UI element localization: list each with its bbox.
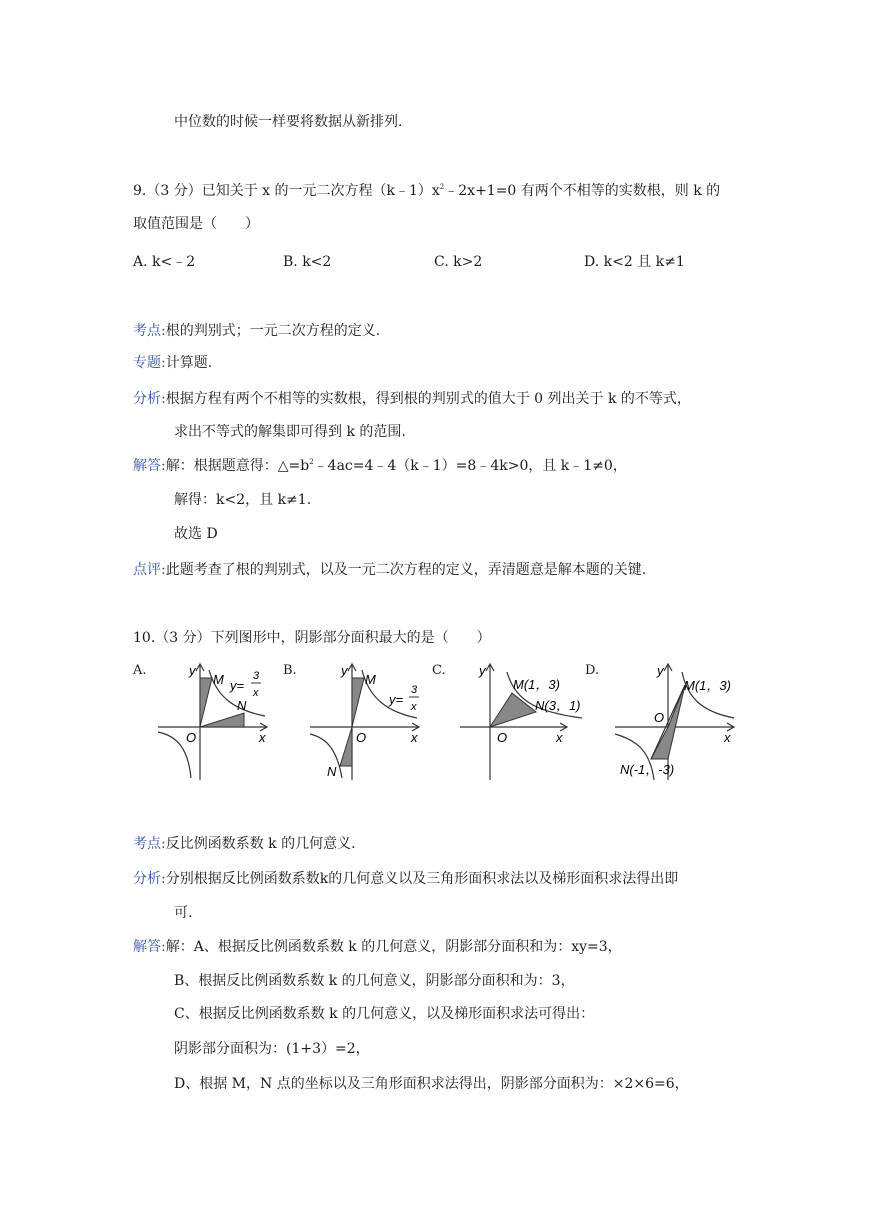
origin-label: O: [497, 730, 508, 745]
point-m-label: M: [213, 672, 224, 687]
x-axis-label: x: [556, 730, 563, 745]
point-n-label: N(-1，-3): [620, 762, 675, 777]
q10-kaodian: [133, 834, 356, 854]
figure-a: [155, 660, 270, 789]
figure-d-label: D.: [585, 663, 600, 678]
q10-fenxi: [133, 869, 678, 889]
q9-dianping: [133, 560, 646, 580]
point-n-label: N: [327, 764, 337, 779]
q9-option-d: D. k<2 且 k≠1: [584, 254, 685, 270]
q10-jieda-line2: B、根据反比例函数系数 k 的几何意义，阴影部分面积和为：3，: [174, 973, 575, 989]
q10-kaodian-tag: 考点:: [133, 836, 166, 852]
q9-kaodian: [133, 321, 380, 341]
q9-option-b: B. k<2: [283, 254, 332, 270]
q10-fenxi-line2: 可.: [174, 905, 193, 921]
q10-jieda-line3: C、根据反比例函数系数 k 的几何意义，以及梯形面积求法可得出：: [174, 1006, 595, 1022]
q10-stem: 10.（3 分）下列图形中，阴影部分面积最大的是（ ）: [133, 630, 491, 646]
origin-label: O: [186, 730, 197, 745]
point-m-label: M(1，3): [684, 678, 731, 693]
figure-b: [307, 660, 422, 789]
q9-stem-line1: [133, 181, 720, 201]
q9-dianping-text: 此题考查了根的判别式，以及一元二次方程的定义，弄清题意是解本题的关键.: [165, 562, 647, 578]
q9-jieda-superscript: 2: [309, 458, 314, 466]
q9-jieda-tag: 解答:: [133, 458, 166, 474]
q9-zhuanti-tag: 专题:: [133, 355, 166, 371]
q9-zhuanti: [133, 353, 212, 373]
q10-fenxi-tag: 分析:: [133, 871, 166, 887]
point-n-label: N: [237, 698, 247, 713]
origin-label: O: [654, 710, 665, 725]
figure-c: [457, 660, 587, 789]
q9-jieda-line3: 故选 D: [174, 526, 218, 542]
shaded-triangle: [352, 678, 364, 727]
point-m-label: M: [365, 672, 376, 687]
origin-label: O: [356, 730, 367, 745]
figure-a-label: A.: [133, 663, 147, 678]
x-axis-label: x: [411, 730, 418, 745]
shaded-triangle: [200, 713, 244, 727]
q9-option-a: A. k<﹣2: [133, 254, 196, 270]
point-m-label: M(1，3): [513, 677, 560, 692]
x-axis-label: x: [724, 730, 731, 745]
q9-stem-part-a: 9.（3 分）已知关于 x 的一元二次方程（k﹣1）x: [133, 183, 440, 199]
q10-fenxi-line1: 分别根据反比例函数系数k的几何意义以及三角形面积求法以及梯形面积求法得出即: [165, 871, 679, 887]
q9-jieda-part-b: ﹣4ac=4﹣4（k﹣1）=8﹣4k>0，且 k﹣1≠0，: [313, 458, 627, 474]
figure-d: [612, 660, 742, 789]
equation-denominator: x: [253, 687, 259, 699]
y-axis-label: y: [189, 663, 196, 678]
equation-numerator: 3: [253, 670, 260, 682]
q9-stem-line2: 取值范围是（ ）: [133, 216, 259, 232]
q10-jieda-line1: 解：A、根据反比例函数系数 k 的几何意义，阴影部分面积和为：xy=3，: [165, 939, 622, 955]
figure-b-label: B.: [283, 663, 297, 678]
y-axis-label: y: [657, 663, 664, 678]
q10-kaodian-text: 反比例函数系数 k 的几何意义.: [165, 836, 356, 852]
point-n-label: N(3，1): [535, 698, 581, 713]
figure-c-label: C.: [432, 663, 446, 678]
intro-line: 中位数的时候一样要将数据从新排列.: [174, 114, 403, 130]
q9-kaodian-tag: 考点:: [133, 323, 166, 339]
q9-fenxi-line2: 求出不等式的解集即可得到 k 的范围.: [174, 424, 406, 440]
q9-fenxi-tag: 分析:: [133, 391, 166, 407]
q9-option-c: C. k>2: [434, 254, 483, 270]
y-axis-label: y: [341, 663, 348, 678]
q10-jieda: [133, 937, 622, 957]
q9-zhuanti-text: 计算题.: [165, 355, 213, 371]
hyperbola-branch: [310, 734, 342, 778]
q9-kaodian-text: 根的判别式；一元二次方程的定义.: [165, 323, 381, 339]
q9-fenxi-line1: 根据方程有两个不相等的实数根，得到根的判别式的值大于 0 列出关于 k 的不等式，: [165, 391, 691, 407]
q10-jieda-tag: 解答:: [133, 939, 166, 955]
q9-options: [133, 252, 833, 272]
y-axis-label: y: [479, 663, 486, 678]
q9-stem-part-b: ﹣2x+1=0 有两个不相等的实数根，则 k 的: [444, 183, 721, 199]
q10-jieda-line5: D、根据 M，N 点的坐标以及三角形面积求法得出，阴影部分面积为：×2×6=6，: [174, 1076, 689, 1092]
x-axis-label: x: [259, 730, 266, 745]
q9-dianping-tag: 点评:: [133, 562, 166, 578]
q9-stem-superscript: 2: [439, 183, 445, 191]
equation-numerator: 3: [411, 684, 418, 696]
equation-y-label: y=: [230, 678, 245, 693]
shaded-triangle: [490, 693, 536, 727]
shaded-triangle: [200, 678, 212, 727]
q10-jieda-line4: 阴影部分面积为：(1+3）=2，: [174, 1041, 370, 1057]
q9-jieda-line2: 解得：k<2，且 k≠1.: [174, 492, 312, 508]
q9-jieda: [133, 456, 627, 476]
equation-denominator: x: [411, 701, 417, 713]
shaded-triangle: [340, 727, 352, 766]
equation-y-label: y=: [389, 692, 404, 707]
q9-jieda-part-a: 解：根据题意得：△=b: [165, 458, 310, 474]
q9-fenxi: [133, 389, 691, 409]
